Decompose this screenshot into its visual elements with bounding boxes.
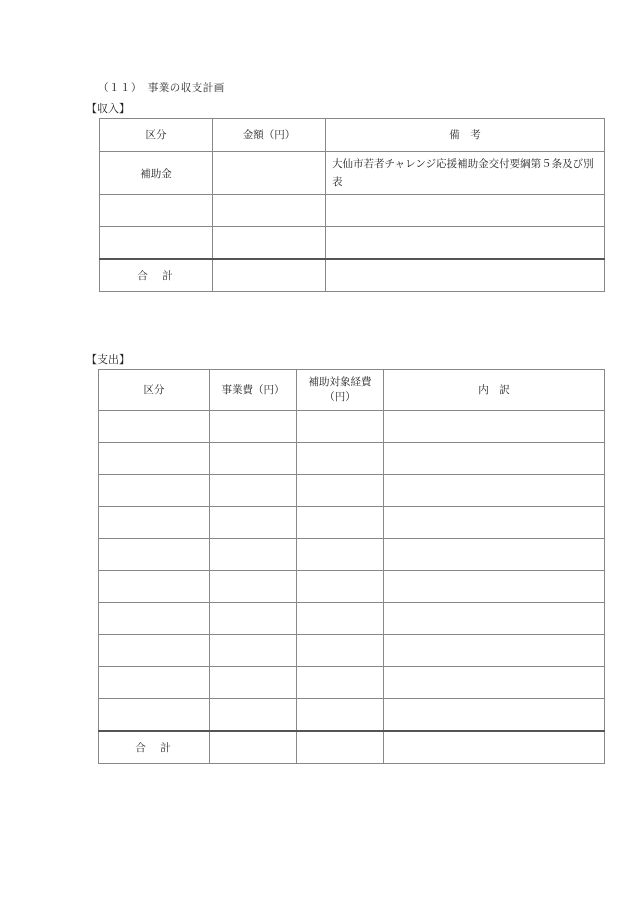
income-header-category: 区分	[100, 119, 213, 152]
expense-eligible-cell[interactable]	[297, 635, 384, 667]
expense-category-cell[interactable]	[99, 411, 210, 443]
expense-breakdown-cell[interactable]	[384, 635, 605, 667]
expense-breakdown-cell[interactable]	[384, 603, 605, 635]
expense-eligible-cell[interactable]	[297, 507, 384, 539]
income-note-cell[interactable]	[326, 195, 605, 227]
income-total-note[interactable]	[326, 259, 605, 292]
expense-header-eligible: 補助対象経費（円）	[297, 370, 384, 411]
income-note-cell[interactable]	[326, 227, 605, 259]
income-amount-cell[interactable]	[213, 195, 326, 227]
income-total-row	[100, 259, 605, 292]
expense-cost-cell[interactable]	[210, 539, 297, 571]
expense-breakdown-cell[interactable]	[384, 699, 605, 731]
expense-total-breakdown[interactable]	[384, 731, 605, 764]
expense-category-cell[interactable]	[99, 443, 210, 475]
section-title: （１１） 事業の収支計画	[98, 82, 225, 94]
income-table	[99, 118, 605, 292]
expense-category-cell[interactable]	[99, 475, 210, 507]
expense-cost-cell[interactable]	[210, 635, 297, 667]
expense-total-cost[interactable]	[210, 731, 297, 764]
expense-row	[99, 411, 605, 443]
expense-cost-cell[interactable]	[210, 443, 297, 475]
expense-row	[99, 571, 605, 603]
income-header-amount: 金額（円）	[213, 119, 326, 152]
expense-cost-cell[interactable]	[210, 571, 297, 603]
income-row	[100, 227, 605, 259]
expense-header-row	[99, 370, 605, 411]
income-total-amount[interactable]	[213, 259, 326, 292]
expense-total-eligible[interactable]	[297, 731, 384, 764]
expense-header-category: 区分	[99, 370, 210, 411]
expense-breakdown-cell[interactable]	[384, 667, 605, 699]
expense-eligible-cell[interactable]	[297, 539, 384, 571]
expense-category-cell[interactable]	[99, 699, 210, 731]
expense-cost-cell[interactable]	[210, 507, 297, 539]
income-category-cell[interactable]	[100, 195, 213, 227]
expense-category-cell[interactable]	[99, 667, 210, 699]
expense-eligible-cell[interactable]	[297, 571, 384, 603]
income-total-label: 合 計	[100, 259, 213, 292]
expense-eligible-cell[interactable]	[297, 699, 384, 731]
expense-category-cell[interactable]	[99, 539, 210, 571]
expense-category-cell[interactable]	[99, 571, 210, 603]
income-note-cell[interactable]: 大仙市若者チャレンジ応援補助金交付要綱第５条及び別表	[326, 152, 605, 195]
income-header-note: 備 考	[326, 119, 605, 152]
expense-row	[99, 667, 605, 699]
expense-body	[99, 411, 605, 731]
income-row	[100, 152, 605, 195]
expense-total-label: 合 計	[99, 731, 210, 764]
expense-category-cell[interactable]	[99, 507, 210, 539]
expense-eligible-cell[interactable]	[297, 603, 384, 635]
income-label: 【収入】	[86, 102, 130, 115]
expense-label: 【支出】	[86, 353, 130, 366]
expense-cost-cell[interactable]	[210, 667, 297, 699]
expense-breakdown-cell[interactable]	[384, 475, 605, 507]
income-category-cell[interactable]	[100, 227, 213, 259]
expense-category-cell[interactable]	[99, 603, 210, 635]
income-amount-cell[interactable]	[213, 152, 326, 195]
income-category-cell[interactable]: 補助金	[100, 152, 213, 195]
expense-header-breakdown: 内 訳	[384, 370, 605, 411]
expense-row	[99, 635, 605, 667]
expense-eligible-cell[interactable]	[297, 443, 384, 475]
expense-eligible-cell[interactable]	[297, 475, 384, 507]
income-row	[100, 195, 605, 227]
expense-total-row	[99, 731, 605, 764]
expense-cost-cell[interactable]	[210, 475, 297, 507]
expense-row	[99, 699, 605, 731]
expense-eligible-cell[interactable]	[297, 411, 384, 443]
expense-row	[99, 443, 605, 475]
expense-row	[99, 475, 605, 507]
expense-breakdown-cell[interactable]	[384, 507, 605, 539]
expense-breakdown-cell[interactable]	[384, 539, 605, 571]
expense-cost-cell[interactable]	[210, 699, 297, 731]
expense-cost-cell[interactable]	[210, 411, 297, 443]
income-amount-cell[interactable]	[213, 227, 326, 259]
expense-breakdown-cell[interactable]	[384, 571, 605, 603]
expense-category-cell[interactable]	[99, 635, 210, 667]
expense-row	[99, 539, 605, 571]
expense-cost-cell[interactable]	[210, 603, 297, 635]
expense-row	[99, 603, 605, 635]
income-header-row	[100, 119, 605, 152]
expense-table	[98, 369, 605, 764]
expense-row	[99, 507, 605, 539]
expense-breakdown-cell[interactable]	[384, 443, 605, 475]
expense-eligible-cell[interactable]	[297, 667, 384, 699]
expense-breakdown-cell[interactable]	[384, 411, 605, 443]
expense-header-cost: 事業費（円）	[210, 370, 297, 411]
